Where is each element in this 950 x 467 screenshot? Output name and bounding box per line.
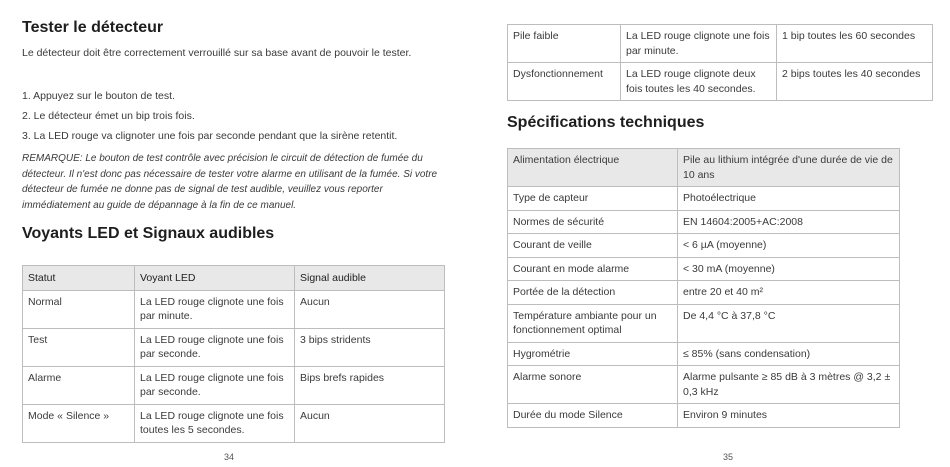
column-header: Statut xyxy=(23,266,135,291)
table-row xyxy=(508,257,900,281)
section-title-test: Tester le détecteur xyxy=(22,19,164,36)
table-cell: La LED rouge clignote une fois par minute. xyxy=(621,25,777,63)
table-cell: La LED rouge clignote une fois par seconde. xyxy=(135,328,295,366)
table-row xyxy=(23,404,445,442)
column-header: Signal audible xyxy=(295,266,445,291)
note-label: REMARQUE: xyxy=(22,153,83,164)
table-cell: Aucun xyxy=(295,290,445,328)
table-cell: Durée du mode Silence xyxy=(508,404,678,428)
note-text: Le bouton de test contrôle avec précision le circuit de détection de fumée du détecteur. Il n'est donc pas nécessaire de tester votre alarme en utilisant de la fumée. Si votre détecteur de fumée ne donne pas de signal de test audible, veuillez vous reporter immédiatement au guide de dépannage à la fin de ce manuel. xyxy=(22,153,438,211)
page-number: 34 xyxy=(224,452,235,462)
table-cell: Alarme pulsante ≥ 85 dB à 3 mètres @ 3,2 ± 0,3 kHz xyxy=(678,366,900,404)
led-signals-table-continued xyxy=(507,24,933,101)
table-row xyxy=(23,290,445,328)
table-cell: De 4,4 °C à 37,8 °C xyxy=(678,304,900,342)
table-cell: EN 14604:2005+AC:2008 xyxy=(678,210,900,234)
table-cell: Type de capteur xyxy=(508,187,678,211)
table-cell: Environ 9 minutes xyxy=(678,404,900,428)
table-cell: Température ambiante pour un fonctionnement optimal xyxy=(508,304,678,342)
table-row xyxy=(508,281,900,305)
table-cell: Courant de veille xyxy=(508,234,678,258)
table-cell: < 30 mA (moyenne) xyxy=(678,257,900,281)
table-cell: Aucun xyxy=(295,404,445,442)
table-row xyxy=(508,342,900,366)
table-cell: 3 bips stridents xyxy=(295,328,445,366)
column-header: Voyant LED xyxy=(135,266,295,291)
table-cell: ≤ 85% (sans condensation) xyxy=(678,342,900,366)
table-row xyxy=(508,404,900,428)
table-cell: Alarme xyxy=(23,366,135,404)
table-cell: Normal xyxy=(23,290,135,328)
table-cell: La LED rouge clignote une fois toutes les 5 secondes. xyxy=(135,404,295,442)
table-cell: Bips brefs rapides xyxy=(295,366,445,404)
table-row xyxy=(23,366,445,404)
intro-paragraph: Le détecteur doit être correctement verrouillé sur sa base avant de pouvoir le tester. xyxy=(22,47,412,59)
list-item: 1. Appuyez sur le bouton de test. xyxy=(22,90,175,102)
test-steps-list xyxy=(22,86,397,146)
table-cell: < 6 µA (moyenne) xyxy=(678,234,900,258)
led-signals-table xyxy=(22,265,445,443)
table-cell: Courant en mode alarme xyxy=(508,257,678,281)
table-cell: Alimentation électrique xyxy=(508,149,678,187)
table-row xyxy=(508,187,900,211)
section-title-specs: Spécifications techniques xyxy=(507,114,705,131)
table-cell: Photoélectrique xyxy=(678,187,900,211)
table-row xyxy=(508,366,900,404)
table-cell: Alarme sonore xyxy=(508,366,678,404)
table-cell: Hygrométrie xyxy=(508,342,678,366)
table-cell: Portée de la détection xyxy=(508,281,678,305)
table-cell: entre 20 et 40 m² xyxy=(678,281,900,305)
table-row xyxy=(508,234,900,258)
table-cell: Pile faible xyxy=(508,25,621,63)
list-item: 2. Le détecteur émet un bip trois fois. xyxy=(22,110,195,122)
table-cell: 1 bip toutes les 60 secondes xyxy=(777,25,933,63)
table-cell: Mode « Silence » xyxy=(23,404,135,442)
table-cell: Test xyxy=(23,328,135,366)
list-item: 3. La LED rouge va clignoter une fois par seconde pendant que la sirène retentit. xyxy=(22,130,398,142)
specifications-table xyxy=(507,148,900,428)
table-cell: La LED rouge clignote une fois par seconde. xyxy=(135,366,295,404)
table-cell: Pile au lithium intégrée d'une durée de vie de 10 ans xyxy=(678,149,900,187)
table-cell: 2 bips toutes les 40 secondes xyxy=(777,63,933,101)
page-number: 35 xyxy=(723,452,734,462)
table-row xyxy=(508,63,933,101)
table-cell: Dysfonctionnement xyxy=(508,63,621,101)
table-cell: La LED rouge clignote deux fois toutes les 40 secondes. xyxy=(621,63,777,101)
right-page xyxy=(475,0,950,467)
section-title-leds: Voyants LED et Signaux audibles xyxy=(22,225,275,242)
table-row xyxy=(508,210,900,234)
table-row xyxy=(508,304,900,342)
table-row xyxy=(508,149,900,187)
table-cell: La LED rouge clignote une fois par minute. xyxy=(135,290,295,328)
table-header-row xyxy=(23,266,445,291)
note-paragraph xyxy=(22,151,452,213)
table-row xyxy=(508,25,933,63)
table-cell: Normes de sécurité xyxy=(508,210,678,234)
table-row xyxy=(23,328,445,366)
